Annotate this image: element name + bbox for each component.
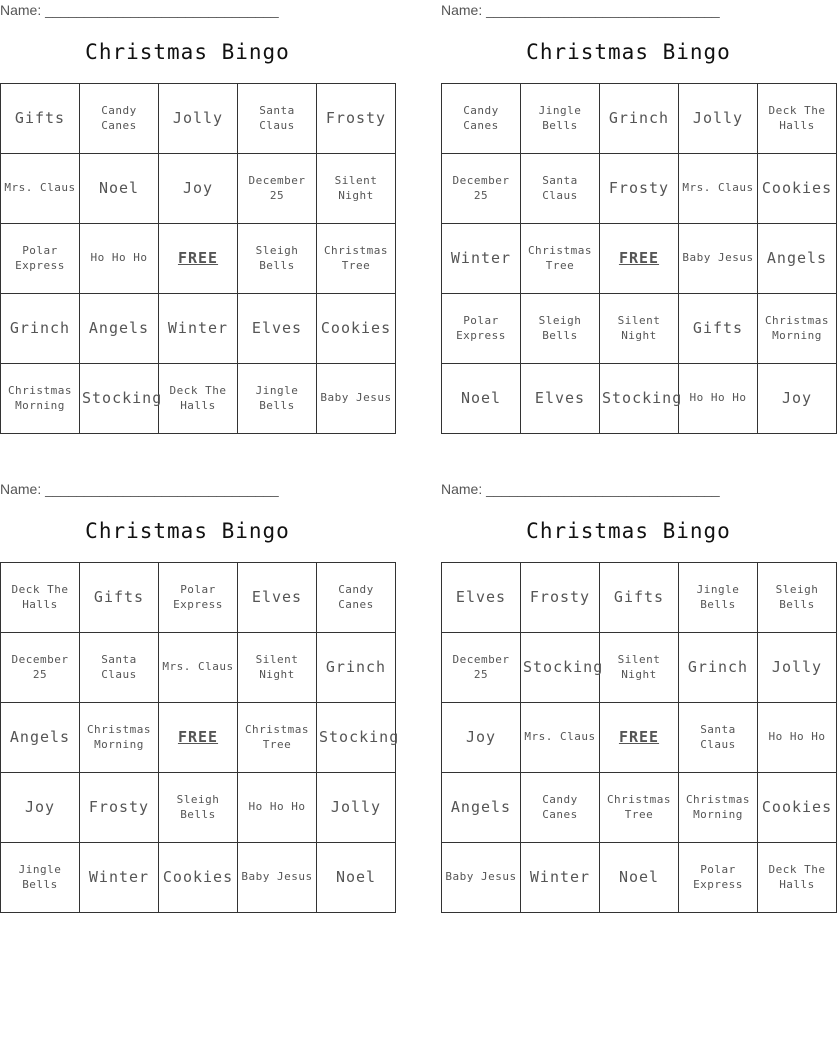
bingo-cell: Candy Canes [442, 84, 521, 154]
bingo-cell: Stocking [80, 364, 159, 434]
bingo-row [442, 84, 837, 154]
bingo-cell: Gifts [600, 563, 679, 633]
bingo-cell: Polar Express [679, 843, 758, 913]
bingo-cell: Santa Claus [521, 154, 600, 224]
name-field-label: Name: ______________________________ [441, 481, 720, 497]
bingo-cell: Deck The Halls [758, 843, 837, 913]
bingo-cell: Sleigh Bells [159, 773, 238, 843]
bingo-row [442, 224, 837, 294]
bingo-cell: Baby Jesus [238, 843, 317, 913]
bingo-card-3 [0, 479, 400, 913]
bingo-row [442, 294, 837, 364]
bingo-cell-free: FREE [159, 224, 238, 294]
name-field-label: Name: ______________________________ [0, 2, 279, 18]
bingo-cell: Jingle Bells [1, 843, 80, 913]
bingo-cell: Jolly [679, 84, 758, 154]
bingo-cell: Christmas Morning [679, 773, 758, 843]
bingo-row [1, 843, 396, 913]
bingo-card-2 [441, 0, 833, 434]
bingo-cell: Christmas Tree [600, 773, 679, 843]
bingo-cell: Cookies [159, 843, 238, 913]
bingo-row [1, 773, 396, 843]
bingo-card-1 [0, 0, 392, 434]
bingo-cell: Sleigh Bells [521, 294, 600, 364]
bingo-cell: Elves [442, 563, 521, 633]
bingo-cell: Winter [80, 843, 159, 913]
name-field-label: Name: ______________________________ [441, 2, 720, 18]
bingo-cell: Candy Canes [317, 563, 396, 633]
bingo-cell: Candy Canes [80, 84, 159, 154]
bingo-cell: Silent Night [238, 633, 317, 703]
bingo-row [1, 154, 396, 224]
bingo-cell: Angels [1, 703, 80, 773]
card-title: Christmas Bingo [85, 519, 290, 543]
bingo-card-4 [441, 479, 833, 913]
bingo-cell: Stocking [317, 703, 396, 773]
bingo-cell: Joy [1, 773, 80, 843]
bingo-cell: Christmas Morning [758, 294, 837, 364]
bingo-cell: Jingle Bells [679, 563, 758, 633]
bingo-row [1, 633, 396, 703]
bingo-cell: Joy [758, 364, 837, 434]
bingo-cell: Christmas Tree [317, 224, 396, 294]
bingo-cell: Silent Night [600, 633, 679, 703]
bingo-row [1, 703, 396, 773]
bingo-cell: Baby Jesus [317, 364, 396, 434]
bingo-row [442, 703, 837, 773]
bingo-grid [0, 83, 396, 434]
bingo-cell: Santa Claus [679, 703, 758, 773]
bingo-cell: Angels [758, 224, 837, 294]
bingo-cell: Grinch [679, 633, 758, 703]
name-field-label: Name: ______________________________ [0, 481, 279, 497]
bingo-cell: Gifts [679, 294, 758, 364]
bingo-cell: December 25 [238, 154, 317, 224]
bingo-cell: Cookies [317, 294, 396, 364]
card-title: Christmas Bingo [85, 40, 290, 64]
bingo-grid [441, 562, 837, 913]
bingo-cell: Frosty [317, 84, 396, 154]
bingo-cell: Mrs. Claus [1, 154, 80, 224]
bingo-cell: Christmas Tree [521, 224, 600, 294]
bingo-cell: Baby Jesus [679, 224, 758, 294]
bingo-cell: Ho Ho Ho [80, 224, 159, 294]
bingo-cell: Gifts [1, 84, 80, 154]
bingo-cell: Jolly [317, 773, 396, 843]
bingo-cell: Christmas Tree [238, 703, 317, 773]
bingo-cell-free: FREE [159, 703, 238, 773]
bingo-row [1, 294, 396, 364]
bingo-cell: Ho Ho Ho [238, 773, 317, 843]
bingo-cell: Frosty [521, 563, 600, 633]
bingo-cell: Polar Express [1, 224, 80, 294]
bingo-cell: Noel [317, 843, 396, 913]
bingo-cell: Stocking [600, 364, 679, 434]
bingo-cell-free: FREE [600, 703, 679, 773]
bingo-cell: Noel [600, 843, 679, 913]
bingo-cell: Cookies [758, 773, 837, 843]
bingo-cell: Christmas Morning [1, 364, 80, 434]
bingo-cell: Jolly [159, 84, 238, 154]
bingo-cell: Candy Canes [521, 773, 600, 843]
bingo-cell: Grinch [1, 294, 80, 364]
bingo-cell: Deck The Halls [159, 364, 238, 434]
bingo-cell: Elves [238, 294, 317, 364]
bingo-cell: December 25 [1, 633, 80, 703]
bingo-row [1, 84, 396, 154]
bingo-cell: Sleigh Bells [758, 563, 837, 633]
bingo-cell: Jolly [758, 633, 837, 703]
bingo-cell-free: FREE [600, 224, 679, 294]
bingo-cell: Silent Night [317, 154, 396, 224]
bingo-cell: Ho Ho Ho [679, 364, 758, 434]
bingo-cell: December 25 [442, 154, 521, 224]
bingo-cell: Elves [238, 563, 317, 633]
bingo-cell: Sleigh Bells [238, 224, 317, 294]
bingo-cell: Mrs. Claus [679, 154, 758, 224]
bingo-cell: Grinch [317, 633, 396, 703]
bingo-cell: Santa Claus [80, 633, 159, 703]
bingo-row [1, 224, 396, 294]
bingo-grid [441, 83, 837, 434]
bingo-cell: Jingle Bells [238, 364, 317, 434]
bingo-cell: Noel [80, 154, 159, 224]
bingo-cell: Polar Express [159, 563, 238, 633]
bingo-cell: Baby Jesus [442, 843, 521, 913]
bingo-cell: Noel [442, 364, 521, 434]
bingo-row [442, 563, 837, 633]
bingo-cell: Stocking [521, 633, 600, 703]
bingo-cell: Ho Ho Ho [758, 703, 837, 773]
bingo-cell: Winter [159, 294, 238, 364]
bingo-cell: Gifts [80, 563, 159, 633]
bingo-row [442, 154, 837, 224]
bingo-cell: Deck The Halls [758, 84, 837, 154]
bingo-cell: Angels [80, 294, 159, 364]
bingo-cell: Deck The Halls [1, 563, 80, 633]
bingo-cell: Grinch [600, 84, 679, 154]
bingo-cell: Silent Night [600, 294, 679, 364]
bingo-cell: Polar Express [442, 294, 521, 364]
bingo-cell: Santa Claus [238, 84, 317, 154]
bingo-cell: Winter [521, 843, 600, 913]
bingo-grid [0, 562, 400, 913]
bingo-cell: Winter [442, 224, 521, 294]
bingo-cell: Cookies [758, 154, 837, 224]
bingo-cell: Frosty [80, 773, 159, 843]
bingo-cell: Angels [442, 773, 521, 843]
card-title: Christmas Bingo [526, 40, 731, 64]
bingo-row [1, 563, 396, 633]
bingo-cell: Frosty [600, 154, 679, 224]
bingo-row [442, 364, 837, 434]
bingo-cell: Christmas Morning [80, 703, 159, 773]
bingo-cell: Joy [159, 154, 238, 224]
bingo-cell: Elves [521, 364, 600, 434]
bingo-cell: Jingle Bells [521, 84, 600, 154]
bingo-cell: Mrs. Claus [159, 633, 238, 703]
bingo-cell: December 25 [442, 633, 521, 703]
bingo-row [442, 633, 837, 703]
bingo-row [442, 773, 837, 843]
bingo-cell: Mrs. Claus [521, 703, 600, 773]
bingo-row [1, 364, 396, 434]
bingo-row [442, 843, 837, 913]
card-title: Christmas Bingo [526, 519, 731, 543]
bingo-cell: Joy [442, 703, 521, 773]
